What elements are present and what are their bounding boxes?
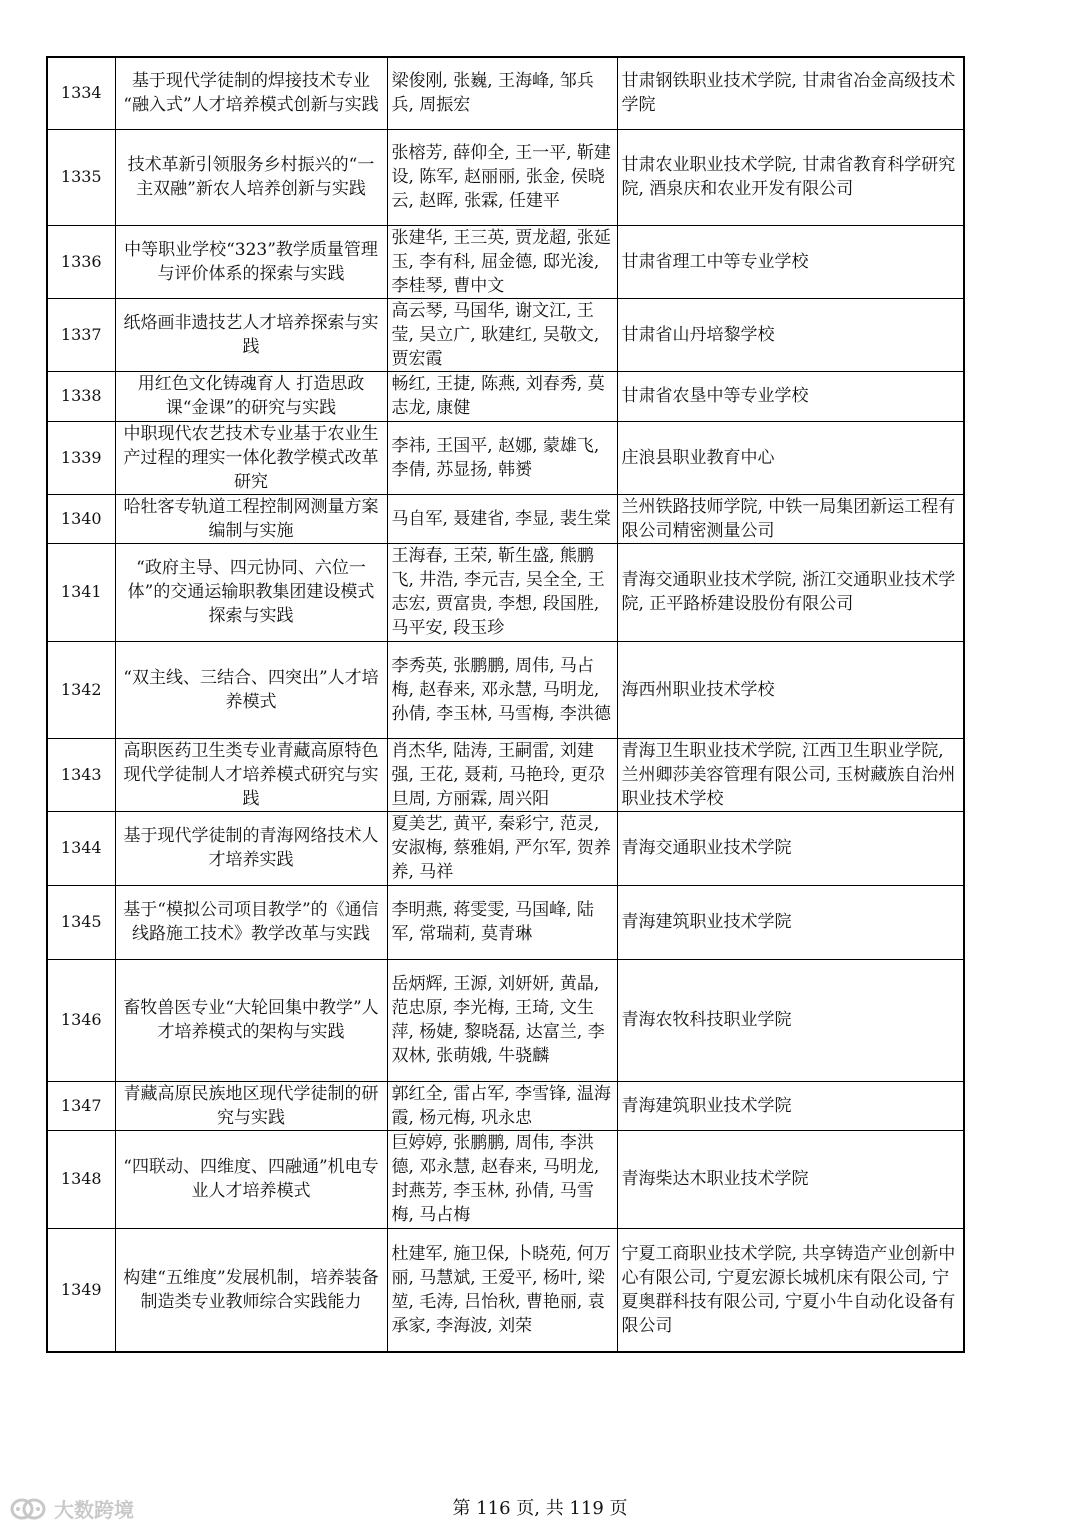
project-authors: 杜建军, 施卫保, 卜晓苑, 何万丽, 马慧斌, 王爱平, 杨叶, 梁堃, 毛涛, 吕怡秋, 曹艳丽, 袁承家, 李海波, 刘荣: [387, 1228, 617, 1352]
table-row: [47, 641, 964, 738]
row-number: 1336: [47, 225, 115, 298]
project-authors: 李秀英, 张鹏鹏, 周伟, 马占梅, 赵春来, 邓永慧, 马明龙, 孙倩, 李玉林, 马雪梅, 李洪德: [387, 641, 617, 738]
table-row: [47, 1130, 964, 1228]
project-title: “政府主导、四元协同、六位一体”的交通运输职教集团建设模式探索与实践: [115, 543, 387, 641]
table-row: [47, 811, 964, 885]
table-row: [47, 298, 964, 371]
project-title: 中等职业学校“323”教学质量管理与评价体系的探索与实践: [115, 225, 387, 298]
project-authors: 夏美艺, 黄平, 秦彩宁, 范灵, 安淑梅, 蔡雅娟, 严尔军, 贺养养, 马祥: [387, 811, 617, 885]
watermark-text: 大数跨境: [54, 1498, 134, 1522]
project-title: 技术革新引领服务乡村振兴的“一主双融”新农人培养创新与实践: [115, 129, 387, 225]
table-row: [47, 57, 964, 129]
table-row: [47, 1081, 964, 1130]
row-number: 1345: [47, 885, 115, 959]
table-row: [47, 1228, 964, 1352]
project-authors: 张建华, 王三英, 贾龙超, 张延玉, 李有科, 屈金德, 邸光浚, 李桂琴, 曹中文: [387, 225, 617, 298]
project-title: “四联动、四维度、四融通”机电专业人才培养模式: [115, 1130, 387, 1228]
project-authors: 高云琴, 马国华, 谢文江, 王莹, 吴立广, 耿建红, 吴敬文, 贾宏霞: [387, 298, 617, 371]
row-number: 1337: [47, 298, 115, 371]
project-authors: 马自军, 聂建省, 李显, 裴生棠: [387, 494, 617, 543]
project-organization: 宁夏工商职业技术学院, 共享铸造产业创新中心有限公司, 宁夏宏源长城机床有限公司, 宁夏奥群科技有限公司, 宁夏小牛自动化设备有限公司: [617, 1228, 964, 1352]
project-title: 中职现代农艺技术专业基于农业生产过程的理实一体化教学模式改革研究: [115, 421, 387, 494]
project-organization: 青海建筑职业技术学院: [617, 885, 964, 959]
project-authors: 肖杰华, 陆涛, 王嗣雷, 刘建强, 王花, 聂莉, 马艳玲, 更尕旦周, 方丽霖, 周兴阳: [387, 738, 617, 811]
project-title: 基于现代学徒制的焊接技术专业 “融入式”人才培养模式创新与实践: [115, 57, 387, 129]
project-authors: 李明燕, 蒋雯雯, 马国峰, 陆军, 常瑞莉, 莫青琳: [387, 885, 617, 959]
project-organization: 青海交通职业技术学院: [617, 811, 964, 885]
row-number: 1339: [47, 421, 115, 494]
project-title: 高职医药卫生类专业青藏高原特色现代学徒制人才培养模式研究与实践: [115, 738, 387, 811]
project-authors: 李祎, 王国平, 赵娜, 蒙雄飞, 李倩, 苏显扬, 韩赟: [387, 421, 617, 494]
row-number: 1341: [47, 543, 115, 641]
project-title: 畜牧兽医专业“大轮回集中教学”人才培养模式的架构与实践: [115, 959, 387, 1081]
award-list-table: [46, 56, 965, 1353]
project-title: 纸烙画非遗技艺人才培养探索与实践: [115, 298, 387, 371]
project-organization: 甘肃农业职业技术学院, 甘肃省教育科学研究院, 酒泉庆和农业开发有限公司: [617, 129, 964, 225]
project-organization: 甘肃省山丹培黎学校: [617, 298, 964, 371]
row-number: 1349: [47, 1228, 115, 1352]
table-row: [47, 738, 964, 811]
row-number: 1347: [47, 1081, 115, 1130]
project-authors: 畅红, 王捷, 陈燕, 刘春秀, 莫志龙, 康健: [387, 371, 617, 421]
table-row: [47, 225, 964, 298]
project-organization: 甘肃省理工中等专业学校: [617, 225, 964, 298]
row-number: 1343: [47, 738, 115, 811]
page-number: 第 116 页, 共 119 页: [452, 1498, 628, 1519]
project-title: 哈牡客专轨道工程控制网测量方案编制与实施: [115, 494, 387, 543]
project-organization: 海西州职业技术学校: [617, 641, 964, 738]
row-number: 1340: [47, 494, 115, 543]
row-number: 1335: [47, 129, 115, 225]
row-number: 1346: [47, 959, 115, 1081]
row-number: 1344: [47, 811, 115, 885]
table-row: [47, 421, 964, 494]
project-title: “双主线、三结合、四突出”人才培养模式: [115, 641, 387, 738]
project-organization: 甘肃省农垦中等专业学校: [617, 371, 964, 421]
table-row: [47, 494, 964, 543]
project-organization: 青海卫生职业技术学院, 江西卫生职业学院, 兰州卿莎美容管理有限公司, 玉树藏族自治州职业技术学校: [617, 738, 964, 811]
project-authors: 王海春, 王荣, 靳生盛, 熊鹏飞, 井浩, 李元吉, 吴全全, 王志宏, 贾富贵, 李想, 段国胜, 马平安, 段玉珍: [387, 543, 617, 641]
project-organization: 青海农牧科技职业学院: [617, 959, 964, 1081]
table-row: [47, 543, 964, 641]
project-authors: 巨婷婷, 张鹏鹏, 周伟, 李洪德, 邓永慧, 赵春来, 马明龙, 封燕芳, 李玉林, 孙倩, 马雪梅, 马占梅: [387, 1130, 617, 1228]
project-title: 基于“模拟公司项目教学”的《通信线路施工技术》教学改革与实践: [115, 885, 387, 959]
table-row: [47, 371, 964, 421]
project-organization: 青海建筑职业技术学院: [617, 1081, 964, 1130]
project-title: 基于现代学徒制的青海网络技术人才培养实践: [115, 811, 387, 885]
project-organization: 青海柴达木职业技术学院: [617, 1130, 964, 1228]
project-organization: 青海交通职业技术学院, 浙江交通职业技术学院, 正平路桥建设股份有限公司: [617, 543, 964, 641]
table-row: [47, 885, 964, 959]
row-number: 1334: [47, 57, 115, 129]
project-title: 青藏高原民族地区现代学徒制的研究与实践: [115, 1081, 387, 1130]
project-organization: 庄浪县职业教育中心: [617, 421, 964, 494]
project-authors: 郭红全, 雷占军, 李雪锋, 温海霞, 杨元梅, 巩永忠: [387, 1081, 617, 1130]
row-number: 1342: [47, 641, 115, 738]
project-authors: 岳炳辉, 王源, 刘妍妍, 黄晶, 范忠原, 李光梅, 王琦, 文生萍, 杨婕, 黎晓磊, 达富兰, 李双林, 张萌娥, 牛骁麟: [387, 959, 617, 1081]
project-title: 构建“五维度”发展机制，培养装备制造类专业教师综合实践能力: [115, 1228, 387, 1352]
row-number: 1338: [47, 371, 115, 421]
table-row: [47, 129, 964, 225]
project-organization: 甘肃钢铁职业技术学院, 甘肃省冶金高级技术学院: [617, 57, 964, 129]
project-organization: 兰州铁路技师学院, 中铁一局集团新运工程有限公司精密测量公司: [617, 494, 964, 543]
project-authors: 梁俊刚, 张巍, 王海峰, 邹兵兵, 周振宏: [387, 57, 617, 129]
project-authors: 张榕芳, 薛仰全, 王一平, 靳建设, 陈军, 赵丽丽, 张金, 侯晓云, 赵晖, 张霖, 任建平: [387, 129, 617, 225]
project-title: 用红色文化铸魂育人 打造思政课“金课”的研究与实践: [115, 371, 387, 421]
row-number: 1348: [47, 1130, 115, 1228]
table-row: [47, 959, 964, 1081]
